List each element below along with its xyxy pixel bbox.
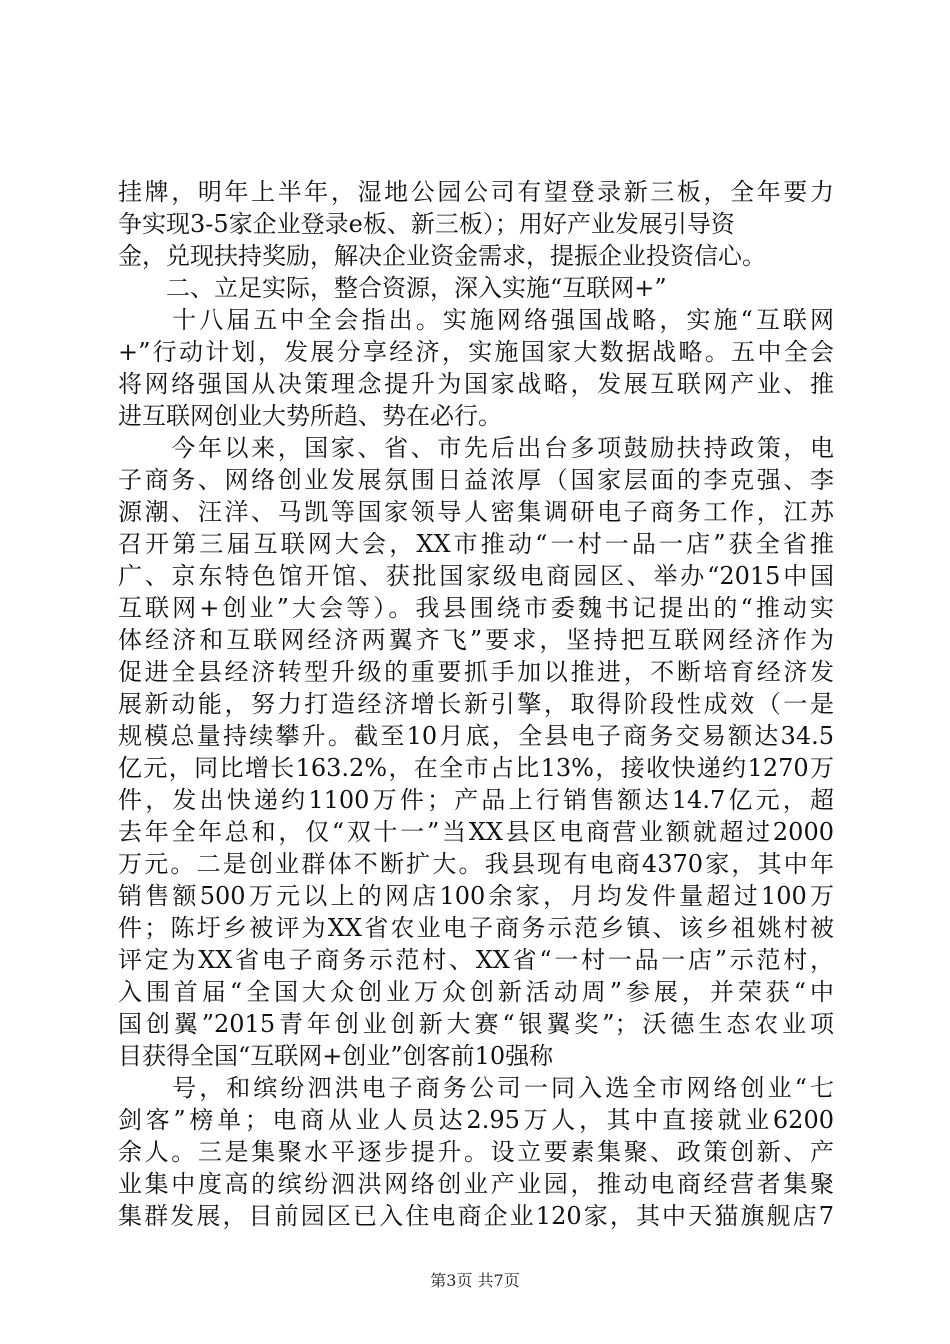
body-line-26: 入围首届“全国大众创业万众创新活动周”参展，并荣获“中	[118, 978, 834, 1006]
body-line-32: 业集中度高的缤纷泗洪网络创业产业园，推动电商经营者集聚	[118, 1170, 834, 1198]
body-line-10: 子商务、网络创业发展氛围日益浓厚（国家层面的李克强、李	[118, 466, 834, 494]
body-line-6: +”行动计划，发展分享经济，实施国家大数据战略。五中全会	[118, 338, 834, 366]
body-line-20: 件，发出快递约1100万件；产品上行销售额达14.7亿元，超	[118, 786, 834, 814]
body-line-2: 争实现3-5家企业登录e板、新三板）；用好产业发展引导资	[118, 210, 735, 238]
body-line-22: 万元。二是创业群体不断扩大。我县现有电商4370家，其中年	[118, 850, 834, 878]
body-line-24: 件；陈圩乡被评为XX省农业电子商务示范乡镇、该乡祖姚村被	[118, 914, 834, 942]
page-number-footer: 第3页 共7页	[430, 1271, 520, 1290]
body-line-23: 销售额500万元以上的网店100余家，月均发件量超过100万	[118, 882, 834, 910]
section-heading-2: 二、立足实际，整合资源，深入实施“互联网+”	[118, 274, 667, 302]
body-line-28: 目获得全国“互联网+创业”创客前10强称	[118, 1042, 554, 1070]
body-line-16: 促进全县经济转型升级的重要抓手加以推进，不断培育经济发	[118, 658, 834, 686]
body-line-11: 源潮、汪洋、马凯等国家领导人密集调研电子商务工作，江苏	[118, 498, 834, 526]
body-line-5: 十八届五中全会指出。实施网络强国战略，实施“互联网	[118, 306, 834, 334]
body-line-1: 挂牌，明年上半年，湿地公园公司有望登录新三板，全年要力	[118, 178, 834, 206]
body-line-15: 体经济和互联网经济两翼齐飞”要求，坚持把互联网经济作为	[118, 626, 834, 654]
body-line-14: 互联网+创业”大会等）。我县围绕市委魏书记提出的“推动实	[118, 594, 834, 622]
body-line-12: 召开第三届互联网大会，XX市推动“一村一品一店”获全省推	[118, 530, 834, 558]
body-line-7: 将网络强国从决策理念提升为国家战略，发展互联网产业、推	[118, 370, 834, 398]
body-line-3: 金，兑现扶持奖励，解决企业资金需求，提振企业投资信心。	[118, 242, 766, 270]
body-line-19: 亿元，同比增长163.2%，在全市占比13%，接收快递约1270万	[118, 754, 834, 782]
body-line-13: 广、京东特色馆开馆、获批国家级电商园区、举办“2015中国	[118, 562, 834, 590]
body-line-18: 规模总量持续攀升。截至10月底，全县电子商务交易额达34.5	[118, 722, 834, 750]
body-line-25: 评定为XX省电子商务示范村、XX省“一村一品一店”示范村，	[118, 946, 834, 974]
document-body	[118, 176, 834, 1232]
body-line-21: 去年全年总和，仅“双十一”当XX县区电商营业额就超过2000	[118, 818, 834, 846]
body-line-8: 进互联网创业大势所趋、势在必行。	[118, 402, 502, 430]
body-line-31: 余人。三是集聚水平逐步提升。设立要素集聚、政策创新、产	[118, 1138, 834, 1166]
body-line-29: 号，和缤纷泗洪电子商务公司一同入选全市网络创业“七	[118, 1074, 834, 1102]
body-line-30: 剑客”榜单；电商从业人员达2.95万人，其中直接就业6200	[118, 1106, 834, 1134]
body-line-9: 今年以来，国家、省、市先后出台多项鼓励扶持政策，电	[118, 434, 834, 462]
body-line-17: 展新动能，努力打造经济增长新引擎，取得阶段性成效（一是	[118, 690, 834, 718]
body-line-33: 集群发展，目前园区已入住电商企业120家，其中天猫旗舰店7	[118, 1202, 834, 1230]
body-line-27: 国创翼”2015青年创业创新大赛“银翼奖”；沃德生态农业项	[118, 1010, 834, 1038]
